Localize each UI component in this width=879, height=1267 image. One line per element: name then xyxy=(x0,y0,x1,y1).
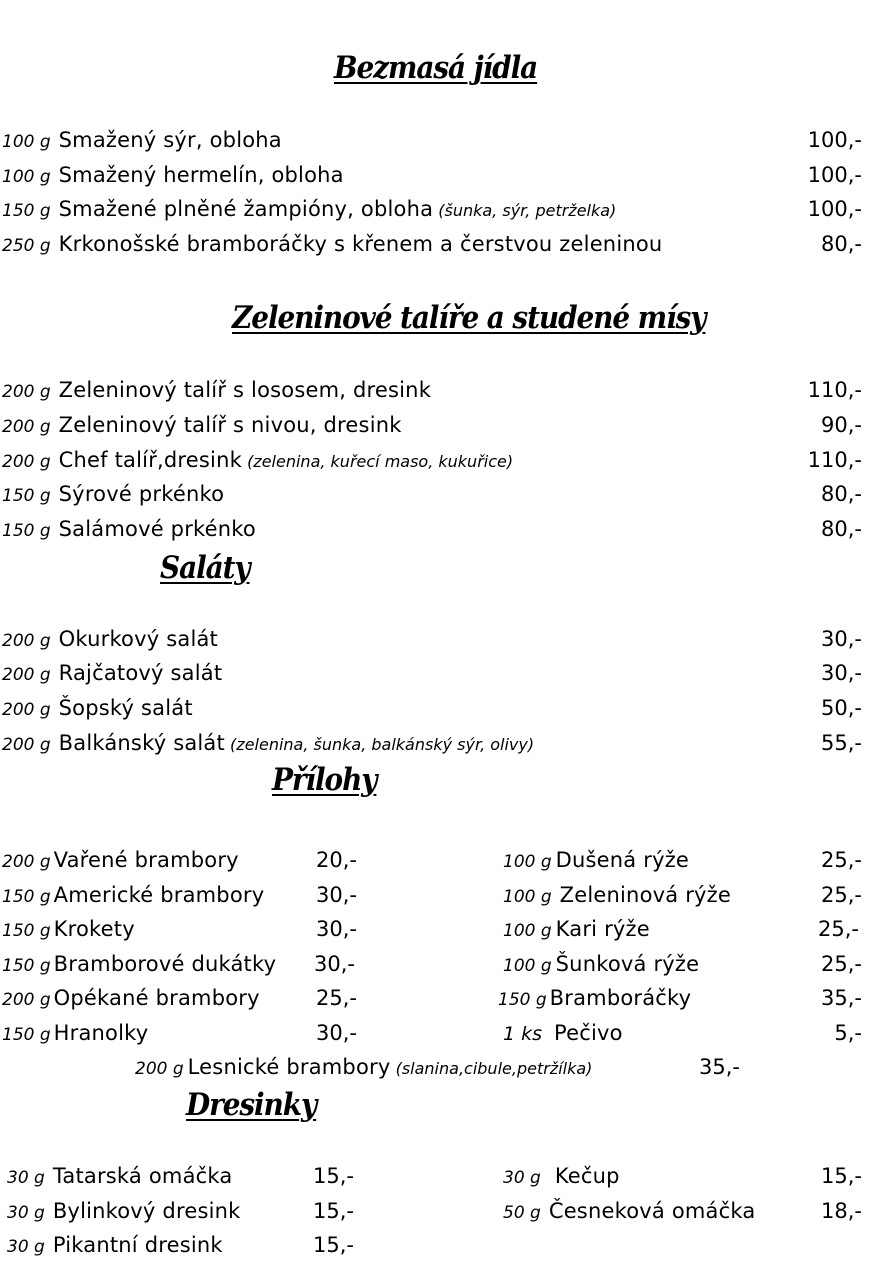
menu-item xyxy=(2,517,879,551)
item-price: 50,- xyxy=(821,696,862,720)
menu-item xyxy=(503,883,879,917)
section-heading-bezmasa-jidla: Bezmasá jídla xyxy=(334,50,538,86)
menu-item xyxy=(2,128,879,162)
item-weight: 30 g xyxy=(7,1168,45,1188)
menu-item xyxy=(2,696,879,730)
item-name: Krkonošské bramboráčky s křenem a čerstvou zeleninou xyxy=(58,232,663,256)
item-name: Lesnické brambory xyxy=(187,1055,391,1079)
item-price: 35,- xyxy=(821,986,862,1010)
menu-item xyxy=(503,1021,879,1055)
item-weight: 200 g xyxy=(2,665,51,685)
item-name: Opékané brambory xyxy=(53,986,260,1010)
item-price: 100,- xyxy=(807,128,862,152)
item-name: Šunková rýže xyxy=(555,952,700,976)
item-price: 55,- xyxy=(821,731,862,755)
item-price: 80,- xyxy=(821,517,862,541)
item-name: Hranolky xyxy=(53,1021,149,1045)
item-price: 30,- xyxy=(821,661,862,685)
item-price: 18,- xyxy=(821,1199,862,1223)
item-name: Americké brambory xyxy=(53,883,265,907)
item-price: 110,- xyxy=(807,448,862,472)
item-weight: 30 g xyxy=(7,1203,45,1223)
item-price: 15,- xyxy=(313,1199,354,1223)
item-weight: 200 g xyxy=(2,700,51,720)
item-price: 25,- xyxy=(821,848,862,872)
item-price: 35,- xyxy=(699,1055,740,1079)
item-name: Zeleninová rýže xyxy=(559,883,731,907)
item-weight: 100 g xyxy=(503,956,552,976)
section-heading-prilohy: Přílohy xyxy=(272,762,377,798)
menu-item xyxy=(135,1055,775,1089)
menu-item xyxy=(2,986,362,1020)
item-note: (zelenina, kuřecí maso, kukuřice) xyxy=(247,452,514,471)
menu-item xyxy=(2,448,879,482)
menu-item xyxy=(2,197,879,231)
item-weight: 100 g xyxy=(503,921,552,941)
menu-item xyxy=(498,986,879,1020)
item-name: Zeleninový talíř s nivou, dresink xyxy=(58,413,402,437)
item-price: 5,- xyxy=(834,1021,862,1045)
item-name: Sýrové prkénko xyxy=(58,482,225,506)
item-name: Bylinkový dresink xyxy=(52,1199,241,1223)
menu-item xyxy=(2,482,879,516)
item-price: 30,- xyxy=(314,952,355,976)
item-weight: 1 ks xyxy=(503,1023,543,1045)
item-weight: 100 g xyxy=(503,887,552,907)
item-note: (šunka, sýr, petrželka) xyxy=(438,201,617,220)
menu-item xyxy=(7,1199,367,1233)
item-name: Pečivo xyxy=(554,1021,623,1045)
menu-item xyxy=(2,917,362,951)
section-heading-dresinky: Dresinky xyxy=(186,1087,317,1123)
item-price: 25,- xyxy=(316,986,357,1010)
item-weight: 200 g xyxy=(2,452,51,472)
item-note: (zelenina, šunka, balkánský sýr, olivy) xyxy=(230,735,535,754)
item-price: 30,- xyxy=(316,917,357,941)
menu-item xyxy=(2,627,879,661)
menu-item xyxy=(2,413,879,447)
item-weight: 50 g xyxy=(503,1203,541,1223)
item-weight: 200 g xyxy=(135,1059,184,1079)
item-price: 30,- xyxy=(316,1021,357,1045)
menu-item xyxy=(503,1199,879,1233)
menu-item xyxy=(503,952,879,986)
item-price: 25,- xyxy=(818,917,859,941)
item-weight: 100 g xyxy=(2,132,51,152)
item-name: Dušená rýže xyxy=(555,848,690,872)
menu-item xyxy=(2,848,362,882)
item-weight: 200 g xyxy=(2,735,51,755)
item-price: 25,- xyxy=(821,883,862,907)
item-name: Vařené brambory xyxy=(53,848,239,872)
item-price: 90,- xyxy=(821,413,862,437)
menu-item xyxy=(2,952,362,986)
item-note: (slanina,cibule,petržílka) xyxy=(395,1059,593,1078)
item-weight: 150 g xyxy=(2,921,51,941)
menu-item xyxy=(503,917,879,951)
item-weight: 200 g xyxy=(2,417,51,437)
menu-item xyxy=(503,1164,879,1198)
section-heading-salaty: Saláty xyxy=(160,550,250,586)
menu-item xyxy=(7,1233,367,1267)
item-name: Smažený sýr, obloha xyxy=(58,128,282,152)
item-price: 110,- xyxy=(807,378,862,402)
menu-item xyxy=(7,1164,367,1198)
item-weight: 200 g xyxy=(2,631,51,651)
menu-item xyxy=(503,848,879,882)
item-name: Balkánský salát xyxy=(58,731,225,755)
item-weight: 150 g xyxy=(498,990,547,1010)
item-name: Zeleninový talíř s lososem, dresink xyxy=(58,378,432,402)
item-weight: 30 g xyxy=(7,1237,45,1257)
item-name: Chef talíř,dresink xyxy=(58,448,242,472)
item-name: Kari rýže xyxy=(555,917,650,941)
item-price: 15,- xyxy=(313,1233,354,1257)
item-price: 15,- xyxy=(821,1164,862,1188)
item-weight: 200 g xyxy=(2,382,51,402)
item-price: 100,- xyxy=(807,163,862,187)
item-name: Smažené plněné žampióny, obloha xyxy=(58,197,434,221)
item-name: Bramborové dukátky xyxy=(53,952,277,976)
item-price: 80,- xyxy=(821,482,862,506)
item-name: Bramboráčky xyxy=(549,986,692,1010)
item-weight: 30 g xyxy=(503,1168,541,1188)
menu-item xyxy=(2,883,362,917)
item-weight: 150 g xyxy=(2,956,51,976)
item-name: Okurkový salát xyxy=(58,627,218,651)
menu-item xyxy=(2,378,879,412)
item-weight: 250 g xyxy=(2,236,51,256)
item-weight: 150 g xyxy=(2,1025,51,1045)
item-price: 25,- xyxy=(821,952,862,976)
item-price: 15,- xyxy=(313,1164,354,1188)
item-price: 20,- xyxy=(316,848,357,872)
item-name: Salámové prkénko xyxy=(58,517,256,541)
item-name: Kečup xyxy=(554,1164,620,1188)
item-name: Krokety xyxy=(53,917,135,941)
item-weight: 200 g xyxy=(2,852,51,872)
item-weight: 150 g xyxy=(2,486,51,506)
item-price: 30,- xyxy=(821,627,862,651)
item-weight: 100 g xyxy=(503,852,552,872)
item-price: 30,- xyxy=(316,883,357,907)
menu-item xyxy=(2,232,879,266)
item-weight: 150 g xyxy=(2,521,51,541)
item-name: Tatarská omáčka xyxy=(52,1164,233,1188)
item-price: 80,- xyxy=(821,232,862,256)
item-name: Smažený hermelín, obloha xyxy=(58,163,344,187)
item-name: Rajčatový salát xyxy=(58,661,223,685)
item-weight: 200 g xyxy=(2,990,51,1010)
item-weight: 150 g xyxy=(2,201,51,221)
item-price: 100,- xyxy=(807,197,862,221)
menu-item xyxy=(2,1021,362,1055)
menu-item xyxy=(2,731,879,765)
section-heading-zeleninove-talire: Zeleninové talíře a studené mísy xyxy=(232,300,706,336)
item-name: Česneková omáčka xyxy=(548,1199,756,1223)
item-weight: 100 g xyxy=(2,167,51,187)
menu-item xyxy=(2,163,879,197)
item-name: Pikantní dresink xyxy=(52,1233,223,1257)
item-name: Šopský salát xyxy=(58,696,193,720)
menu-item xyxy=(2,661,879,695)
item-weight: 150 g xyxy=(2,887,51,907)
